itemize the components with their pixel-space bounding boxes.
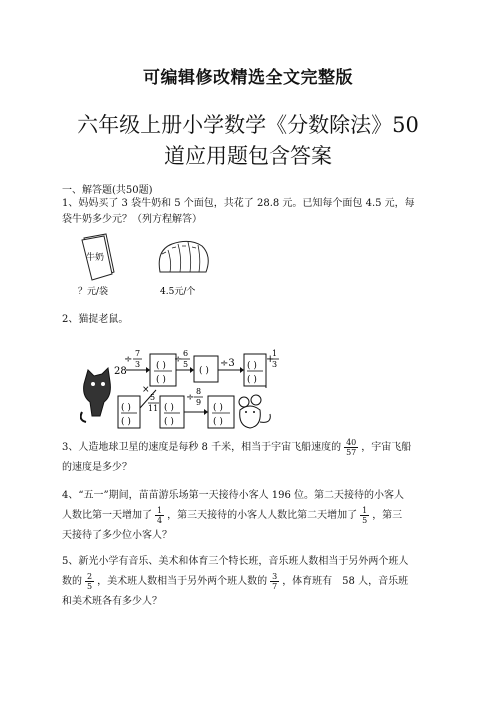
q4-line-1: 4、“五一”期间，苗苗游乐场第一天接待小客人 196 位。第二天接待的小客人: [62, 490, 405, 501]
op5-numerator: 5: [150, 393, 156, 402]
q5-text-a: 数的: [62, 576, 82, 587]
milk-price: ？元/袋: [78, 287, 109, 297]
q4-text-c: ，第三: [372, 510, 403, 521]
op1-denominator: 3: [135, 360, 141, 369]
banner-title: 可编辑修改精选全文完整版: [143, 68, 353, 88]
q5-line-1: 5、新光小学有音乐、美术和体育三个特长班，音乐班人数相当于另外两个班人: [62, 556, 409, 567]
op4-numerator: 1: [272, 349, 278, 358]
op3-label: ÷3: [220, 358, 235, 369]
svg-text:( ): ( ): [247, 361, 257, 371]
q5-text-c: ，体育班有 58 人，音乐班: [282, 576, 409, 587]
svg-text:( ): ( ): [156, 375, 166, 385]
op6-sign: ÷: [186, 392, 195, 403]
op4-denominator: 3: [272, 360, 278, 369]
op1-numerator: 7: [135, 349, 141, 358]
milk-bag-icon: [82, 234, 114, 280]
q4-text-a: 人数比第一天增加了: [62, 510, 152, 521]
q1-line-1: 1、妈妈买了 3 袋牛奶和 5 个面包，共花了 28.8 元。已知每个面包 4.5 元，每: [62, 198, 415, 209]
question-5: [62, 552, 434, 612]
section-heading: 一、解答题(共50题): [62, 185, 153, 196]
document-title: [40, 110, 456, 172]
cat-icon: [81, 368, 111, 422]
q3-text-a: 3、人造地球卫星的速度是每秒 8 千米，相当于宇宙飞船速度的: [62, 442, 342, 453]
q4-fraction-1: $\frac{1}{4}$: [157, 506, 163, 525]
svg-text:( ): ( ): [247, 375, 257, 385]
svg-text:( ): ( ): [199, 366, 209, 376]
svg-text:( ): ( ): [213, 403, 223, 413]
q5-text-b: ，美术班人数相当于另外两个班人数的: [97, 576, 268, 587]
mouse-icon: [239, 395, 270, 428]
q3-text-b: ，宇宙飞船: [361, 442, 412, 453]
svg-text:( ): ( ): [164, 417, 174, 427]
q3-line-2: 的速度是多少？: [62, 462, 132, 473]
q1-line-2: 袋牛奶多少元？（列方程解答）: [62, 214, 202, 225]
q2-chain-diagram: [80, 340, 280, 432]
question-3: [62, 438, 434, 478]
q5-fraction-1: $\frac{2}{5}$: [87, 572, 93, 591]
q1-illustration: [72, 232, 222, 298]
q4-text-b: ，第三天接待的小客人人数比第二天增加了: [167, 510, 358, 521]
svg-text:( ): ( ): [121, 403, 131, 413]
milk-label: 牛奶: [86, 253, 105, 263]
op6-denominator: 9: [196, 398, 202, 407]
title-line-2: 道应用题包含答案: [164, 144, 332, 168]
q4-line-3: 天接待了多少位小客人？: [62, 530, 172, 541]
bread-icon: [159, 241, 208, 272]
q5-fraction-2: $\frac{3}{7}$: [272, 572, 278, 591]
svg-text:( ): ( ): [156, 361, 166, 371]
op2-sign: ÷: [174, 354, 183, 365]
bread-price: 4.5元/个: [160, 287, 196, 297]
op2-numerator: 6: [183, 349, 189, 358]
svg-text:( ): ( ): [121, 417, 131, 427]
question-4: [62, 486, 434, 546]
svg-text:( ): ( ): [164, 403, 174, 413]
q3-fraction: $\frac{40}{57}$: [346, 438, 357, 457]
op4-sign: +: [266, 354, 275, 365]
chain-start-value: 28: [114, 366, 127, 377]
op2-denominator: 5: [183, 360, 189, 369]
op1-sign: ÷: [124, 354, 133, 365]
question-2: 2、猫捉老鼠。: [62, 314, 129, 325]
op5-denominator: 11: [148, 404, 159, 413]
q4-fraction-2: $\frac{1}{5}$: [362, 506, 368, 525]
question-1: [62, 196, 434, 228]
title-line-1: 六年级上册小学数学《分数除法》50: [77, 113, 419, 137]
op5-sign: ×: [142, 385, 150, 395]
svg-text:( ): ( ): [213, 417, 223, 427]
op6-numerator: 8: [196, 387, 202, 396]
q5-line-3: 和美术班各有多少人？: [62, 596, 162, 607]
